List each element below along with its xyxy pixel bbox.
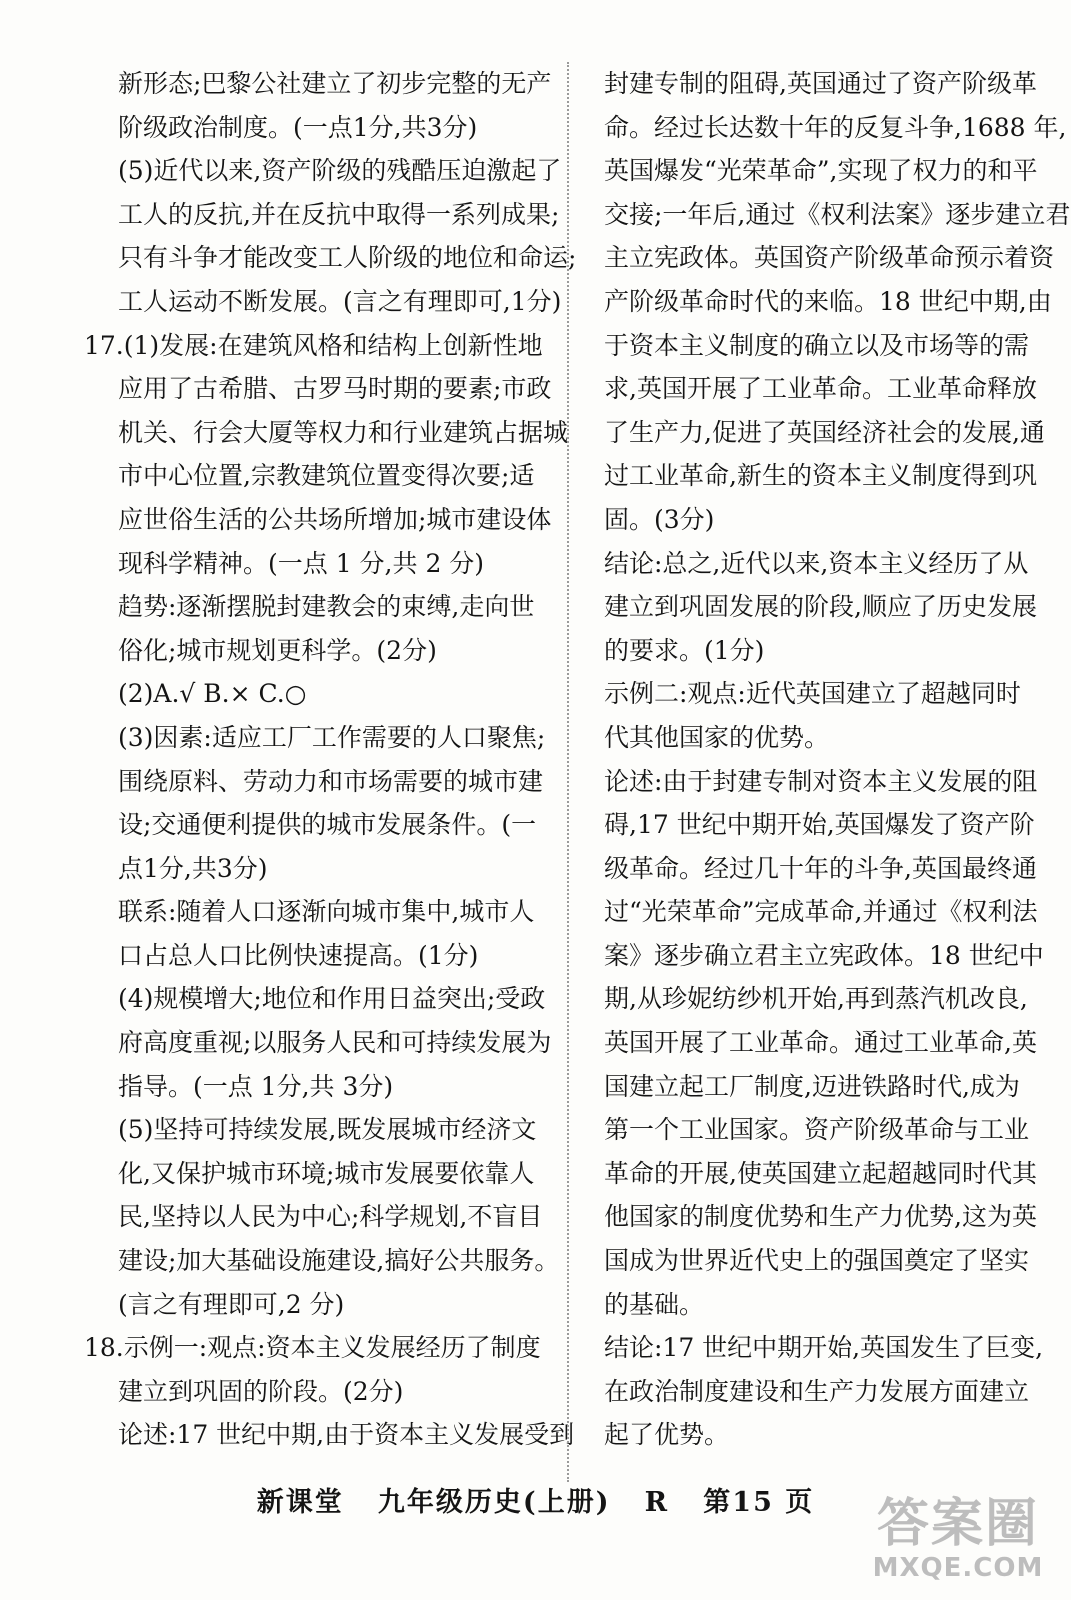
right-text-line: 期,从珍妮纺纱机开始,再到蒸汽机改良, xyxy=(604,984,1028,1014)
right-text-line: 他国家的制度优势和生产力优势,这为英 xyxy=(604,1202,1037,1232)
right-text-line: 第一个工业国家。资产阶级革命与工业 xyxy=(604,1115,1030,1145)
right-text-line: 在政治制度建设和生产力发展方面建立 xyxy=(604,1376,1030,1406)
right-text-line: 过工业革命,新生的资本主义制度得到巩 xyxy=(604,461,1037,491)
left-text-line: 论述:17 世纪中期,由于资本主义发展受到 xyxy=(118,1420,575,1450)
page-footer: 新课堂 九年级历史(上册) R 第15 页 xyxy=(256,1487,815,1518)
column-divider xyxy=(567,62,569,1482)
left-text-line: 围绕原料、劳动力和市场需要的城市建 xyxy=(118,766,544,796)
left-text-line: 阶级政治制度。(一点1分,共3分) xyxy=(118,112,478,142)
left-text-line: 口占总人口比例快速提高。(1分) xyxy=(118,940,479,970)
watermark-logo xyxy=(863,1494,1053,1586)
right-text-line: 交接;一年后,通过《权利法案》逐步建立君 xyxy=(604,199,1071,229)
watermark-url: MXQE.COM xyxy=(872,1553,1044,1583)
left-text-line: 工人运动不断发展。(言之有理即可,1分) xyxy=(118,286,562,316)
left-text-line: 府高度重视;以服务人民和可持续发展为 xyxy=(118,1028,552,1058)
left-text-line: 应用了古希腊、古罗马时期的要素;市政 xyxy=(118,374,552,404)
right-text-line: 起了优势。 xyxy=(604,1420,730,1450)
left-text-line: 设;交通便利提供的城市发展条件。(一 xyxy=(118,810,537,840)
left-text-line: 18.示例一:观点:资本主义发展经历了制度 xyxy=(84,1333,541,1363)
left-text-line: 俗化;城市规划更科学。(2分) xyxy=(118,635,437,665)
watermark-logo-text: 答案圈 xyxy=(876,1494,1039,1554)
right-text-line: 的基础。 xyxy=(604,1289,705,1319)
left-text-line: 现科学精神。(一点 1 分,共 2 分) xyxy=(118,548,485,578)
right-text-line: 了生产力,促进了英国经济社会的发展,通 xyxy=(604,417,1045,447)
right-text-line: 结论:总之,近代以来,资本主义经历了从 xyxy=(604,548,1029,578)
right-text-line: 求,英国开展了工业革命。工业革命释放 xyxy=(604,374,1037,404)
left-text-line: 趋势:逐渐摆脱封建教会的束缚,走向世 xyxy=(118,592,535,622)
right-text-line: 代其他国家的优势。 xyxy=(604,722,830,752)
left-text-line: 建立到巩固的阶段。(2分) xyxy=(118,1376,404,1406)
right-text-line: 产阶级革命时代的来临。18 世纪中期,由 xyxy=(604,286,1052,316)
left-text-line: (5)坚持可持续发展,既发展城市经济文 xyxy=(118,1115,537,1145)
right-text-line: 过“光荣革命”完成革命,并通过《权利法 xyxy=(604,897,1038,927)
right-text-line: 建立到巩固发展的阶段,顺应了历史发展 xyxy=(604,592,1037,622)
left-column xyxy=(84,62,577,1457)
right-text-line: 主立宪政体。英国资产阶级革命预示着资 xyxy=(604,243,1055,273)
right-text-line: 命。经过长达数十年的反复斗争,1688 年, xyxy=(604,112,1067,142)
right-text-line: 国成为世界近代史上的强国奠定了坚实 xyxy=(604,1246,1030,1276)
left-text-line: 市中心位置,宗教建筑位置变得次要;适 xyxy=(118,461,535,491)
right-text-line: 于资本主义制度的确立以及市场等的需 xyxy=(604,330,1030,360)
left-text-line: 联系:随着人口逐渐向城市集中,城市人 xyxy=(118,897,535,927)
left-text-line: 17.(1)发展:在建筑风格和结构上创新性地 xyxy=(84,330,543,360)
right-text-line: 封建专制的阻碍,英国通过了资产阶级革 xyxy=(604,69,1037,98)
left-text-line: 点1分,共3分) xyxy=(118,853,268,883)
right-text-line: 论述:由于封建专制对资本主义发展的阻 xyxy=(604,766,1038,796)
left-text-line: (3)因素:适应工厂工作需要的人口聚焦; xyxy=(118,722,546,752)
left-text-line: 机关、行会大厦等权力和行业建筑占据城 xyxy=(118,417,569,447)
right-text-line: 固。(3分) xyxy=(604,504,715,534)
right-text-line: 碍,17 世纪中期开始,英国爆发了资产阶 xyxy=(604,810,1035,840)
left-text-line: (4)规模增大;地位和作用日益突出;受政 xyxy=(118,984,546,1014)
right-text-line: 的要求。(1分) xyxy=(604,635,765,665)
left-text-line: (5)近代以来,资产阶级的残酷压迫激起了 xyxy=(118,156,562,186)
left-text-line: 新形态;巴黎公社建立了初步完整的无产 xyxy=(118,69,552,98)
left-text-line: 只有斗争才能改变工人阶级的地位和命运; xyxy=(118,243,577,273)
right-text-line: 英国开展了工业革命。通过工业革命,英 xyxy=(604,1028,1037,1058)
right-text-line: 革命的开展,使英国建立起超越同时代其 xyxy=(604,1158,1037,1188)
right-text-line: 结论:17 世纪中期开始,英国发生了巨变, xyxy=(604,1333,1044,1363)
left-text-line: (言之有理即可,2 分) xyxy=(118,1289,345,1319)
left-text-line: 应世俗生活的公共场所增加;城市建设体 xyxy=(118,504,552,534)
left-text-line: 建设;加大基础设施建设,搞好公共服务。 xyxy=(118,1246,560,1276)
left-text-line: (2)A.√ B.× C.○ xyxy=(118,679,307,709)
left-text-line: 工人的反抗,并在反抗中取得一系列成果; xyxy=(118,199,560,229)
left-text-line: 指导。(一点 1分,共 3分) xyxy=(118,1071,394,1101)
left-text-line: 民,坚持以人民为中心;科学规划,不盲目 xyxy=(118,1202,543,1232)
right-text-line: 国建立起工厂制度,迈进铁路时代,成为 xyxy=(604,1071,1020,1101)
right-text-line: 英国爆发“光荣革命”,实现了权力的和平 xyxy=(604,156,1038,186)
right-column xyxy=(604,62,1071,1457)
right-text-line: 案》逐步确立君主立宪政体。18 世纪中 xyxy=(604,940,1044,970)
left-text-line: 化,又保护城市环境;城市发展要依靠人 xyxy=(118,1158,535,1188)
right-text-line: 级革命。经过几十年的斗争,英国最终通 xyxy=(604,853,1037,883)
right-text-line: 示例二:观点:近代英国建立了超越同时 xyxy=(604,679,1021,709)
